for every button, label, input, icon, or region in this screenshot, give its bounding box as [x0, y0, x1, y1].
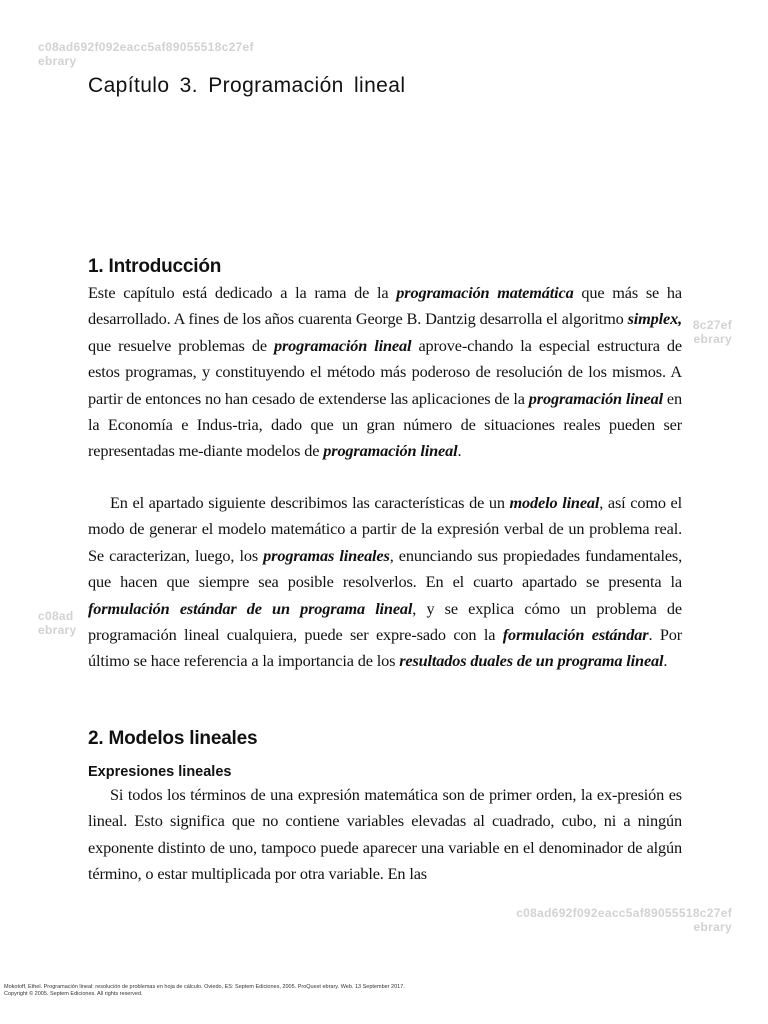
section-heading-modelos-lineales: 2. Modelos lineales: [88, 728, 258, 749]
watermark-fragment-word: ebrary: [38, 623, 77, 637]
emphasized-term: programación lineal: [323, 441, 458, 461]
watermark-fragment-word: ebrary: [693, 332, 732, 346]
chapter-title: Capítulo 3. Programación lineal: [88, 74, 406, 97]
copyright-line: Copyright © 2005. Septem Ediciones. All rights reserved.: [4, 991, 143, 997]
emphasized-term: resultados duales de un programa lineal: [399, 651, 664, 671]
watermark-fragment-code: 8c27ef: [692, 318, 732, 332]
emphasized-term: formulación estándar: [502, 625, 649, 645]
intro-paragraph-1: Este capítulo está dedicado a la rama de la programación matemática que más se ha desarrollado. A fines de los años cuarenta George B. Dantzig desarrolla el algoritmo simplex, que resuelve problemas de programación lineal aprove-chando la especial estructura de estos programas, y constituyendo el método más poderoso de resolución de los mismos. A partir de entonces no han cesado de extenderse las aplicaciones de la programación lineal en la Economía e Indus-tria, dado que un gran número de situaciones reales pueden ser representadas me-diante modelos de programación lineal.: [88, 283, 682, 461]
subsection-heading-expresiones-lineales: Expresiones lineales: [88, 764, 232, 780]
watermark-word: ebrary: [693, 920, 732, 934]
citation-footer: [4, 984, 405, 998]
citation-line: Mokotoff, Ethel. Programación lineal: resolución de problemas en hoja de cálculo. Oviedo, ES: Septem Ediciones, 2005. ProQuest ebrary. Web. 13 September 2017.: [4, 984, 405, 990]
watermark-code: c08ad692f092eacc5af89055518c27ef: [38, 40, 254, 54]
emphasized-term: programación lineal: [528, 388, 663, 408]
emphasized-term: formulación estándar de un programa lineal: [88, 598, 413, 618]
intro-paragraph-2: En el apartado siguiente describimos las características de un modelo lineal, así como el modo de generar el modelo matemático a partir de la expresión verbal de un problema real. Se caracterizan, luego, los programas lineales, enunciando sus propiedades fundamentales, que hacen que siempre sea posible resolverlos. En el cuarto apartado se presenta la formulación estándar de un programa lineal, y se explica cómo un problema de programación lineal cualquiera, puede ser expre-sado con la formulación estándar. Por último se hace referencia a la importancia de los resultados duales de un programa lineal.: [88, 493, 683, 671]
emphasized-term: programación lineal: [273, 335, 412, 355]
emphasized-term: programas lineales: [263, 545, 390, 565]
modelos-paragraph-1: Si todos los términos de una expresión matemática son de primer orden, la ex-presión es lineal. Esto significa que no contiene variables elevadas al cuadrado, cubo, ni a ningún exponente distinto de uno, tampoco puede aparecer una variable en el denominador de algún término, o estar multiplicada por otra variable. En las: [88, 785, 682, 884]
watermark-bottom-right: [516, 906, 732, 934]
watermark-fragment-code: c08ad: [38, 609, 74, 623]
emphasized-term: programación matemática: [396, 283, 574, 302]
section-heading-introduccion: 1. Introducción: [88, 256, 222, 277]
watermark-word: ebrary: [38, 54, 77, 68]
watermark-code: c08ad692f092eacc5af89055518c27ef: [516, 906, 732, 920]
watermark-mid-right: [693, 318, 732, 346]
watermark-top-left: [38, 40, 254, 68]
emphasized-term: simplex,: [627, 309, 682, 329]
watermark-mid-left: [38, 609, 77, 637]
emphasized-term: modelo lineal: [509, 493, 600, 512]
